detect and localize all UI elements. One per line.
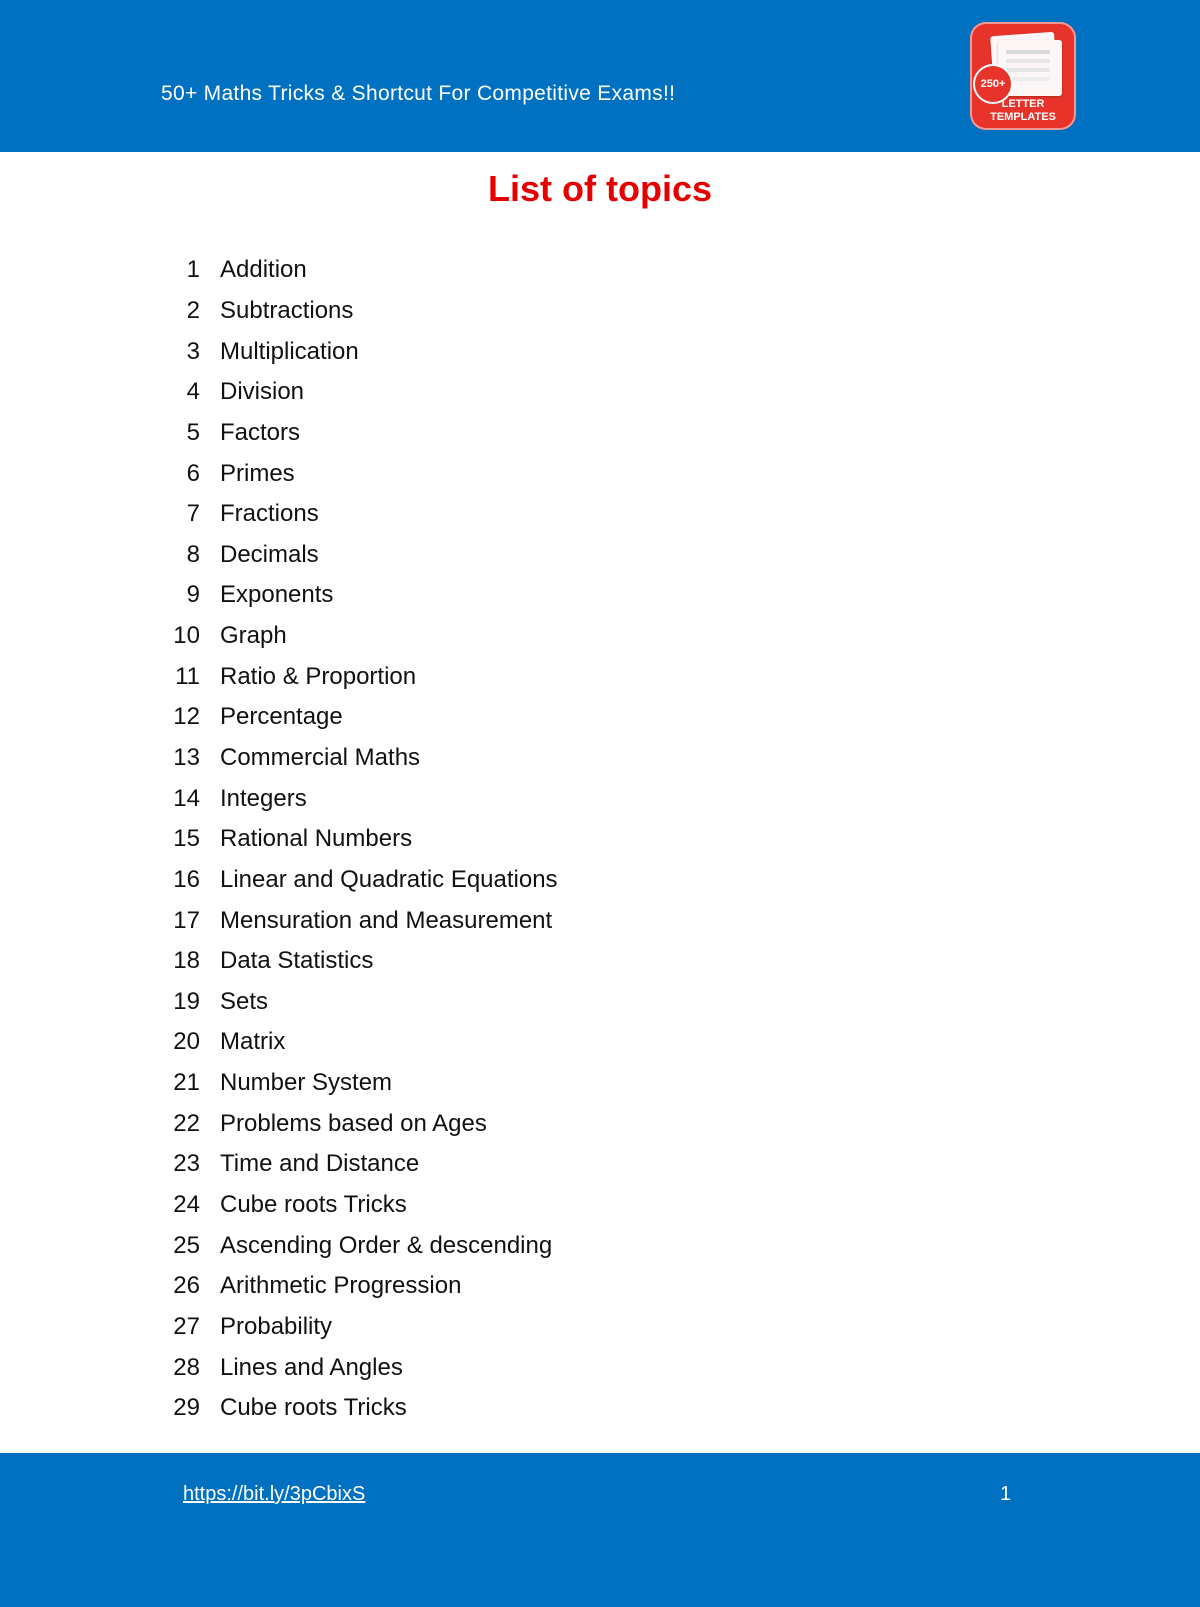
topic-number: 9	[186, 581, 200, 609]
page-header	[0, 0, 1200, 152]
topic-number: 23	[173, 1150, 200, 1178]
topic-item	[160, 1266, 558, 1307]
topic-item	[160, 250, 558, 291]
logo-badge: 250+	[973, 64, 1013, 104]
topic-item	[160, 616, 558, 657]
topic-number: 5	[186, 418, 200, 446]
topic-item	[160, 778, 558, 819]
topic-item	[160, 738, 558, 779]
topic-label: Primes	[220, 459, 295, 487]
topic-label: Ascending Order & descending	[220, 1231, 553, 1259]
topic-number: 24	[173, 1191, 200, 1219]
topic-label: Graph	[220, 622, 287, 650]
topic-label: Division	[220, 378, 305, 406]
header-title: 50+ Maths Tricks & Shortcut For Competitive Exams!!	[161, 82, 676, 105]
topic-item	[160, 494, 558, 535]
topic-item	[160, 1388, 558, 1429]
topic-number: 8	[186, 540, 200, 568]
topic-item	[160, 819, 558, 860]
topic-item	[160, 291, 558, 332]
topic-number: 27	[173, 1312, 200, 1340]
topic-item	[160, 1347, 558, 1388]
topic-label: Matrix	[220, 1028, 286, 1056]
topic-number: 25	[173, 1231, 200, 1259]
topic-label: Probability	[220, 1312, 333, 1340]
topic-number: 19	[173, 987, 200, 1015]
topic-item	[160, 1103, 558, 1144]
topic-number: 3	[186, 337, 200, 365]
topic-number: 13	[173, 744, 200, 771]
topic-item	[160, 941, 558, 982]
topic-label: Addition	[220, 256, 307, 284]
footer-link[interactable]: https://bit.ly/3pCbixS	[183, 1483, 366, 1505]
topic-item	[160, 372, 558, 413]
topic-number: 22	[173, 1109, 200, 1137]
topic-label: Percentage	[220, 703, 343, 731]
topic-number: 1	[186, 256, 200, 284]
topic-label: Rational Numbers	[220, 825, 413, 853]
page-footer	[0, 1453, 1200, 1607]
topic-item	[160, 1144, 558, 1185]
topic-item	[160, 575, 558, 616]
topic-label: Ratio & Proportion	[220, 662, 417, 690]
topic-item	[160, 860, 558, 901]
topic-number: 12	[173, 703, 200, 731]
topic-item	[160, 534, 558, 575]
topic-label: Sets	[220, 987, 269, 1015]
topic-label: Exponents	[220, 581, 334, 609]
topic-item	[160, 656, 558, 697]
topic-number: 4	[186, 378, 200, 406]
topic-label: Problems based on Ages	[220, 1109, 487, 1137]
topic-number: 6	[186, 459, 200, 487]
topic-label: Decimals	[220, 540, 319, 568]
topic-number: 11	[175, 662, 200, 690]
topic-number: 2	[186, 296, 200, 324]
topic-item	[160, 1022, 558, 1063]
topic-number: 7	[186, 500, 200, 528]
topic-item	[160, 1185, 558, 1226]
topic-label: Data Statistics	[220, 947, 374, 975]
topic-label: Linear and Quadratic Equations	[220, 865, 558, 893]
topic-number: 28	[173, 1353, 200, 1381]
topic-number: 15	[173, 825, 200, 853]
topic-item	[160, 331, 558, 372]
topic-number: 16	[173, 865, 200, 893]
topic-item	[160, 1307, 558, 1348]
topic-label: Time and Distance	[220, 1150, 420, 1178]
topic-item	[160, 697, 558, 738]
topic-number: 26	[173, 1272, 200, 1300]
topic-label: Multiplication	[220, 337, 359, 365]
document-title: List of topics	[488, 168, 712, 209]
topic-label: Cube roots Tricks	[220, 1191, 407, 1219]
topic-item	[160, 1225, 558, 1266]
topic-number: 18	[173, 947, 200, 975]
topic-item	[160, 982, 558, 1023]
page-number: 1	[1000, 1483, 1012, 1505]
topic-item	[160, 900, 558, 941]
topic-label: Arithmetic Progression	[220, 1272, 462, 1300]
topic-number: 17	[173, 906, 200, 934]
topic-number: 29	[173, 1394, 200, 1422]
logo-caption-line1: LETTER	[1001, 98, 1045, 110]
logo-caption-line2: TEMPLATES	[990, 111, 1056, 123]
topic-label: Cube roots Tricks	[220, 1394, 407, 1422]
topic-number: 14	[173, 784, 200, 812]
topic-label: Factors	[220, 418, 301, 446]
topic-item	[160, 453, 558, 494]
topic-item	[160, 413, 558, 454]
topic-number: 10	[173, 622, 200, 650]
topic-item	[160, 1063, 558, 1104]
topic-label: Mensuration and Measurement	[220, 906, 553, 934]
letter-templates-logo[interactable]	[970, 22, 1076, 130]
topic-label: Integers	[220, 784, 307, 812]
topics-list	[160, 250, 558, 1429]
topic-label: Lines and Angles	[220, 1353, 403, 1381]
topic-label: Number System	[220, 1069, 393, 1097]
topic-label: Commercial Maths	[220, 744, 421, 771]
topic-number: 21	[173, 1069, 200, 1097]
topic-label: Subtractions	[220, 296, 354, 324]
topic-number: 20	[173, 1028, 200, 1056]
topic-label: Fractions	[220, 500, 319, 528]
